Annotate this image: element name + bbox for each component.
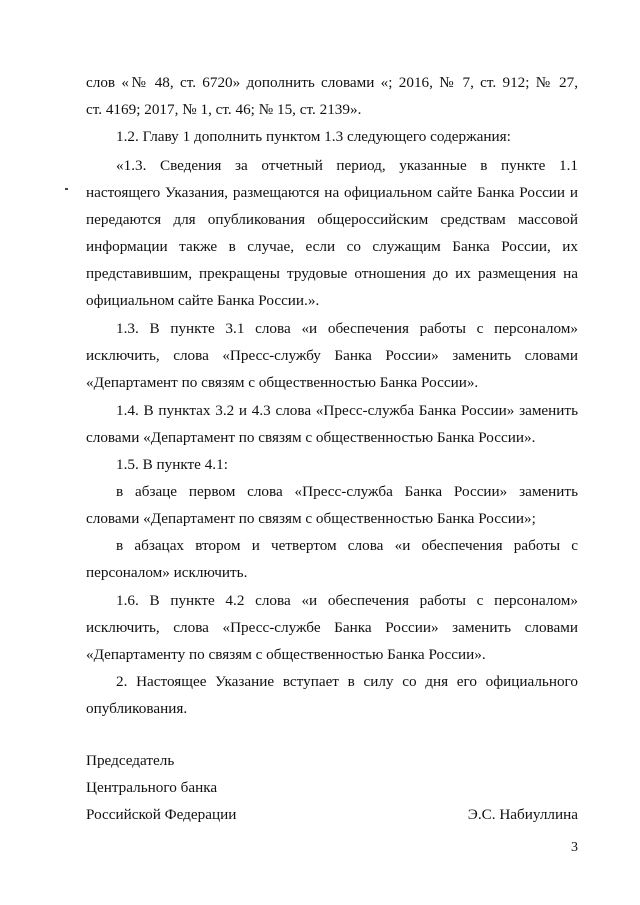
body-line: исключить, слова «Пресс-службе Банка России» заменить словами xyxy=(86,619,578,636)
page-number: 3 xyxy=(571,840,578,855)
signatory-name: Э.С. Набиуллина xyxy=(467,806,578,823)
body-line: передаются для опубликования общероссийским средствам массовой xyxy=(86,211,578,228)
body-line: представившим, прекращены трудовые отношения до их размещения на xyxy=(86,265,578,282)
body-line: 1.4. В пунктах 3.2 и 4.3 слова «Пресс-служба Банка России» заменить xyxy=(116,402,578,419)
body-line: «1.3. Сведения за отчетный период, указанные в пункте 1.1 xyxy=(116,157,578,174)
body-line: 1.2. Главу 1 дополнить пунктом 1.3 следующего содержания: xyxy=(116,128,511,145)
body-line: ст. 4169; 2017, № 1, ст. 46; № 15, ст. 2139». xyxy=(86,101,362,118)
body-line: слов «№ 48, ст. 6720» дополнить словами «; 2016, № 7, ст. 912; № 27, xyxy=(86,74,578,91)
body-line: настоящего Указания, размещаются на официальном сайте Банка России и xyxy=(86,184,578,201)
signature-title-line-1: Председатель xyxy=(86,752,175,769)
body-line: опубликования. xyxy=(86,700,188,717)
body-line: в абзацах втором и четвертом слова «и обеспечения работы с xyxy=(116,537,578,554)
body-line: персоналом» исключить. xyxy=(86,564,248,581)
body-line: информации также в случае, если со служащим Банка России, их xyxy=(86,238,578,255)
margin-mark xyxy=(65,188,68,190)
body-line: 2. Настоящее Указание вступает в силу со дня его официального xyxy=(116,673,578,690)
body-line: словами «Департамент по связям с общественностью Банка России»; xyxy=(86,510,536,527)
body-line: в абзаце первом слова «Пресс-служба Банка России» заменить xyxy=(116,483,578,500)
body-line: «Департаменту по связям с общественностью Банка России». xyxy=(86,646,486,663)
body-line: «Департамент по связям с общественностью Банка России». xyxy=(86,374,479,391)
signature-title-line-2: Центрального банка xyxy=(86,779,218,796)
signature-title-line-3: Российской Федерации xyxy=(86,806,237,823)
body-line: официальном сайте Банка России.». xyxy=(86,292,320,309)
body-line: 1.3. В пункте 3.1 слова «и обеспечения работы с персоналом» xyxy=(116,320,578,337)
body-line: 1.6. В пункте 4.2 слова «и обеспечения работы с персоналом» xyxy=(116,592,578,609)
body-line: 1.5. В пункте 4.1: xyxy=(116,456,228,473)
body-line: исключить, слова «Пресс-службу Банка России» заменить словами xyxy=(86,347,578,364)
body-line: словами «Департамент по связям с общественностью Банка России». xyxy=(86,429,536,446)
